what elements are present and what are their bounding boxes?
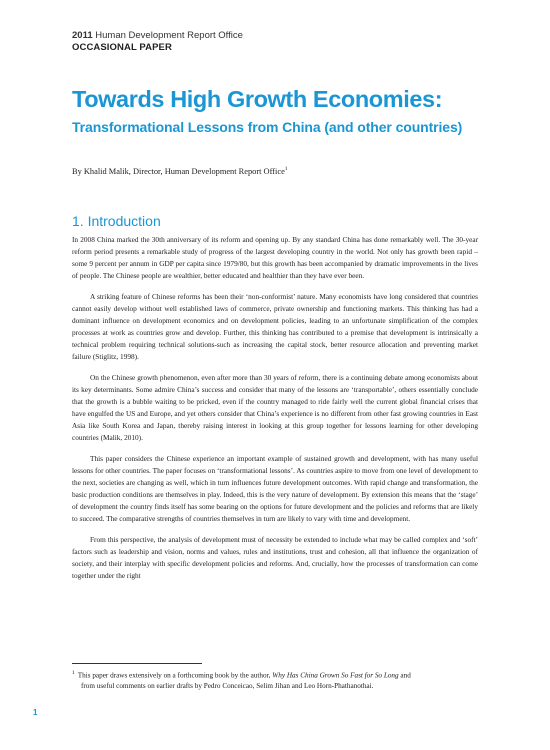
footnote-text-after: and <box>398 671 411 680</box>
paper-subtitle: Transformational Lessons from China (and other countries) <box>72 119 463 135</box>
author-line <box>72 166 288 176</box>
paragraph: On the Chinese growth phenomenon, even after more than 30 years of reform, there is a continuing debate among economists about its key determinants. Some admire China’s success and consider that many of the lessons are ‘transportable’, others essentially conclude that the growth is a bubble waiting to be pricked, even if the country managed to ride fairly well the current global financial crises that have engulfed the US and Europe, and yet others consider that China’s experience is no different from other fast growing countries in East Asia like South Korea and Japan, thereby raising interest in looking at this group together for lessons learning for other developing countries (Malik, 2010). <box>72 373 478 442</box>
footnote-line-1 <box>72 668 478 681</box>
paper-title: Towards High Growth Economies: <box>72 86 443 112</box>
footnote-number: 1 <box>72 670 75 676</box>
footnote <box>72 668 478 692</box>
page-number: 1 <box>33 708 38 717</box>
header-office-line <box>72 30 243 41</box>
footnote-text-before: This paper draws extensively on a forthcoming book by the author, <box>77 671 273 680</box>
footnote-line-2: from useful comments on earlier drafts by Pedro Conceicao, Selim Jihan and Leo Horn-Phathanothai. <box>81 681 374 690</box>
paragraph: A striking feature of Chinese reforms has been their ‘non-conformist’ nature. Many economists have long considered that countries cannot easily develop without well established laws of commerce, private ownership and functioning markets. This thinking has had a dominant influence on development economics and on development policies, leading to an unfortunate simplification of the complex processes at work as countries grow and develop. Further, this thinking has contributed to a premise that development is intrinsically a technical problem requiring technical solutions-such as increasing the capital stock, better resource allocation and preventing market failure (Stiglitz, 1998). <box>72 292 478 361</box>
header-series: OCCASIONAL PAPER <box>72 42 172 53</box>
paragraph: In 2008 China marked the 30th anniversary of its reform and opening up. By any standard China has done remarkably well. The 30-year reform period presents a remarkable study of progress of the largest developing country in the world. Not only has growth been rapid – some 9 percent per annum in GDP per capita since 1979/80, but this growth has been accompanied by dramatic improvements in the lives of people. The Chinese people are wealthier, better educated and healthier than they have ever been. <box>72 235 478 280</box>
footnote-divider <box>72 663 202 664</box>
author-footnote-mark[interactable]: 1 <box>284 166 288 172</box>
author-text: By Khalid Malik, Director, Human Development Report Office <box>72 166 285 176</box>
header-office: Human Development Report Office <box>95 30 243 41</box>
header-year: 2011 <box>72 30 93 41</box>
section-heading: 1. Introduction <box>72 213 161 229</box>
body-text <box>72 234 478 591</box>
footnote-book-title: Why Has China Grown So Fast for So Long <box>272 671 399 680</box>
paragraph: This paper considers the Chinese experience an important example of sustained growth and development, with has many useful lessons for other countries. The paper focuses on ‘transformational lessons’. As countries aspire to move from one level of development to the next, societies are changing as well, which in turn influences future development outcomes. With rapid change and transformation, the basic production conditions are themselves in play. Indeed, this is the very nature of development. By extension this means that the ‘stage’ of development the country finds itself has some bearing on the options for future development and the policies and reforms that are likely to succeed. The comparative strengths of countries themselves in turn are likely to vary with time and development. <box>72 454 478 523</box>
paragraph: From this perspective, the analysis of development must of necessity be extended to include what may be called complex and ‘soft’ factors such as leadership and vision, norms and values, rules and institutions, trust and cohesion, all that influence the organization of society, and their interplay with specific development policies and reforms. And, crucially, how the processes of transformation can come together under the right <box>72 535 478 580</box>
report-header <box>72 30 243 53</box>
